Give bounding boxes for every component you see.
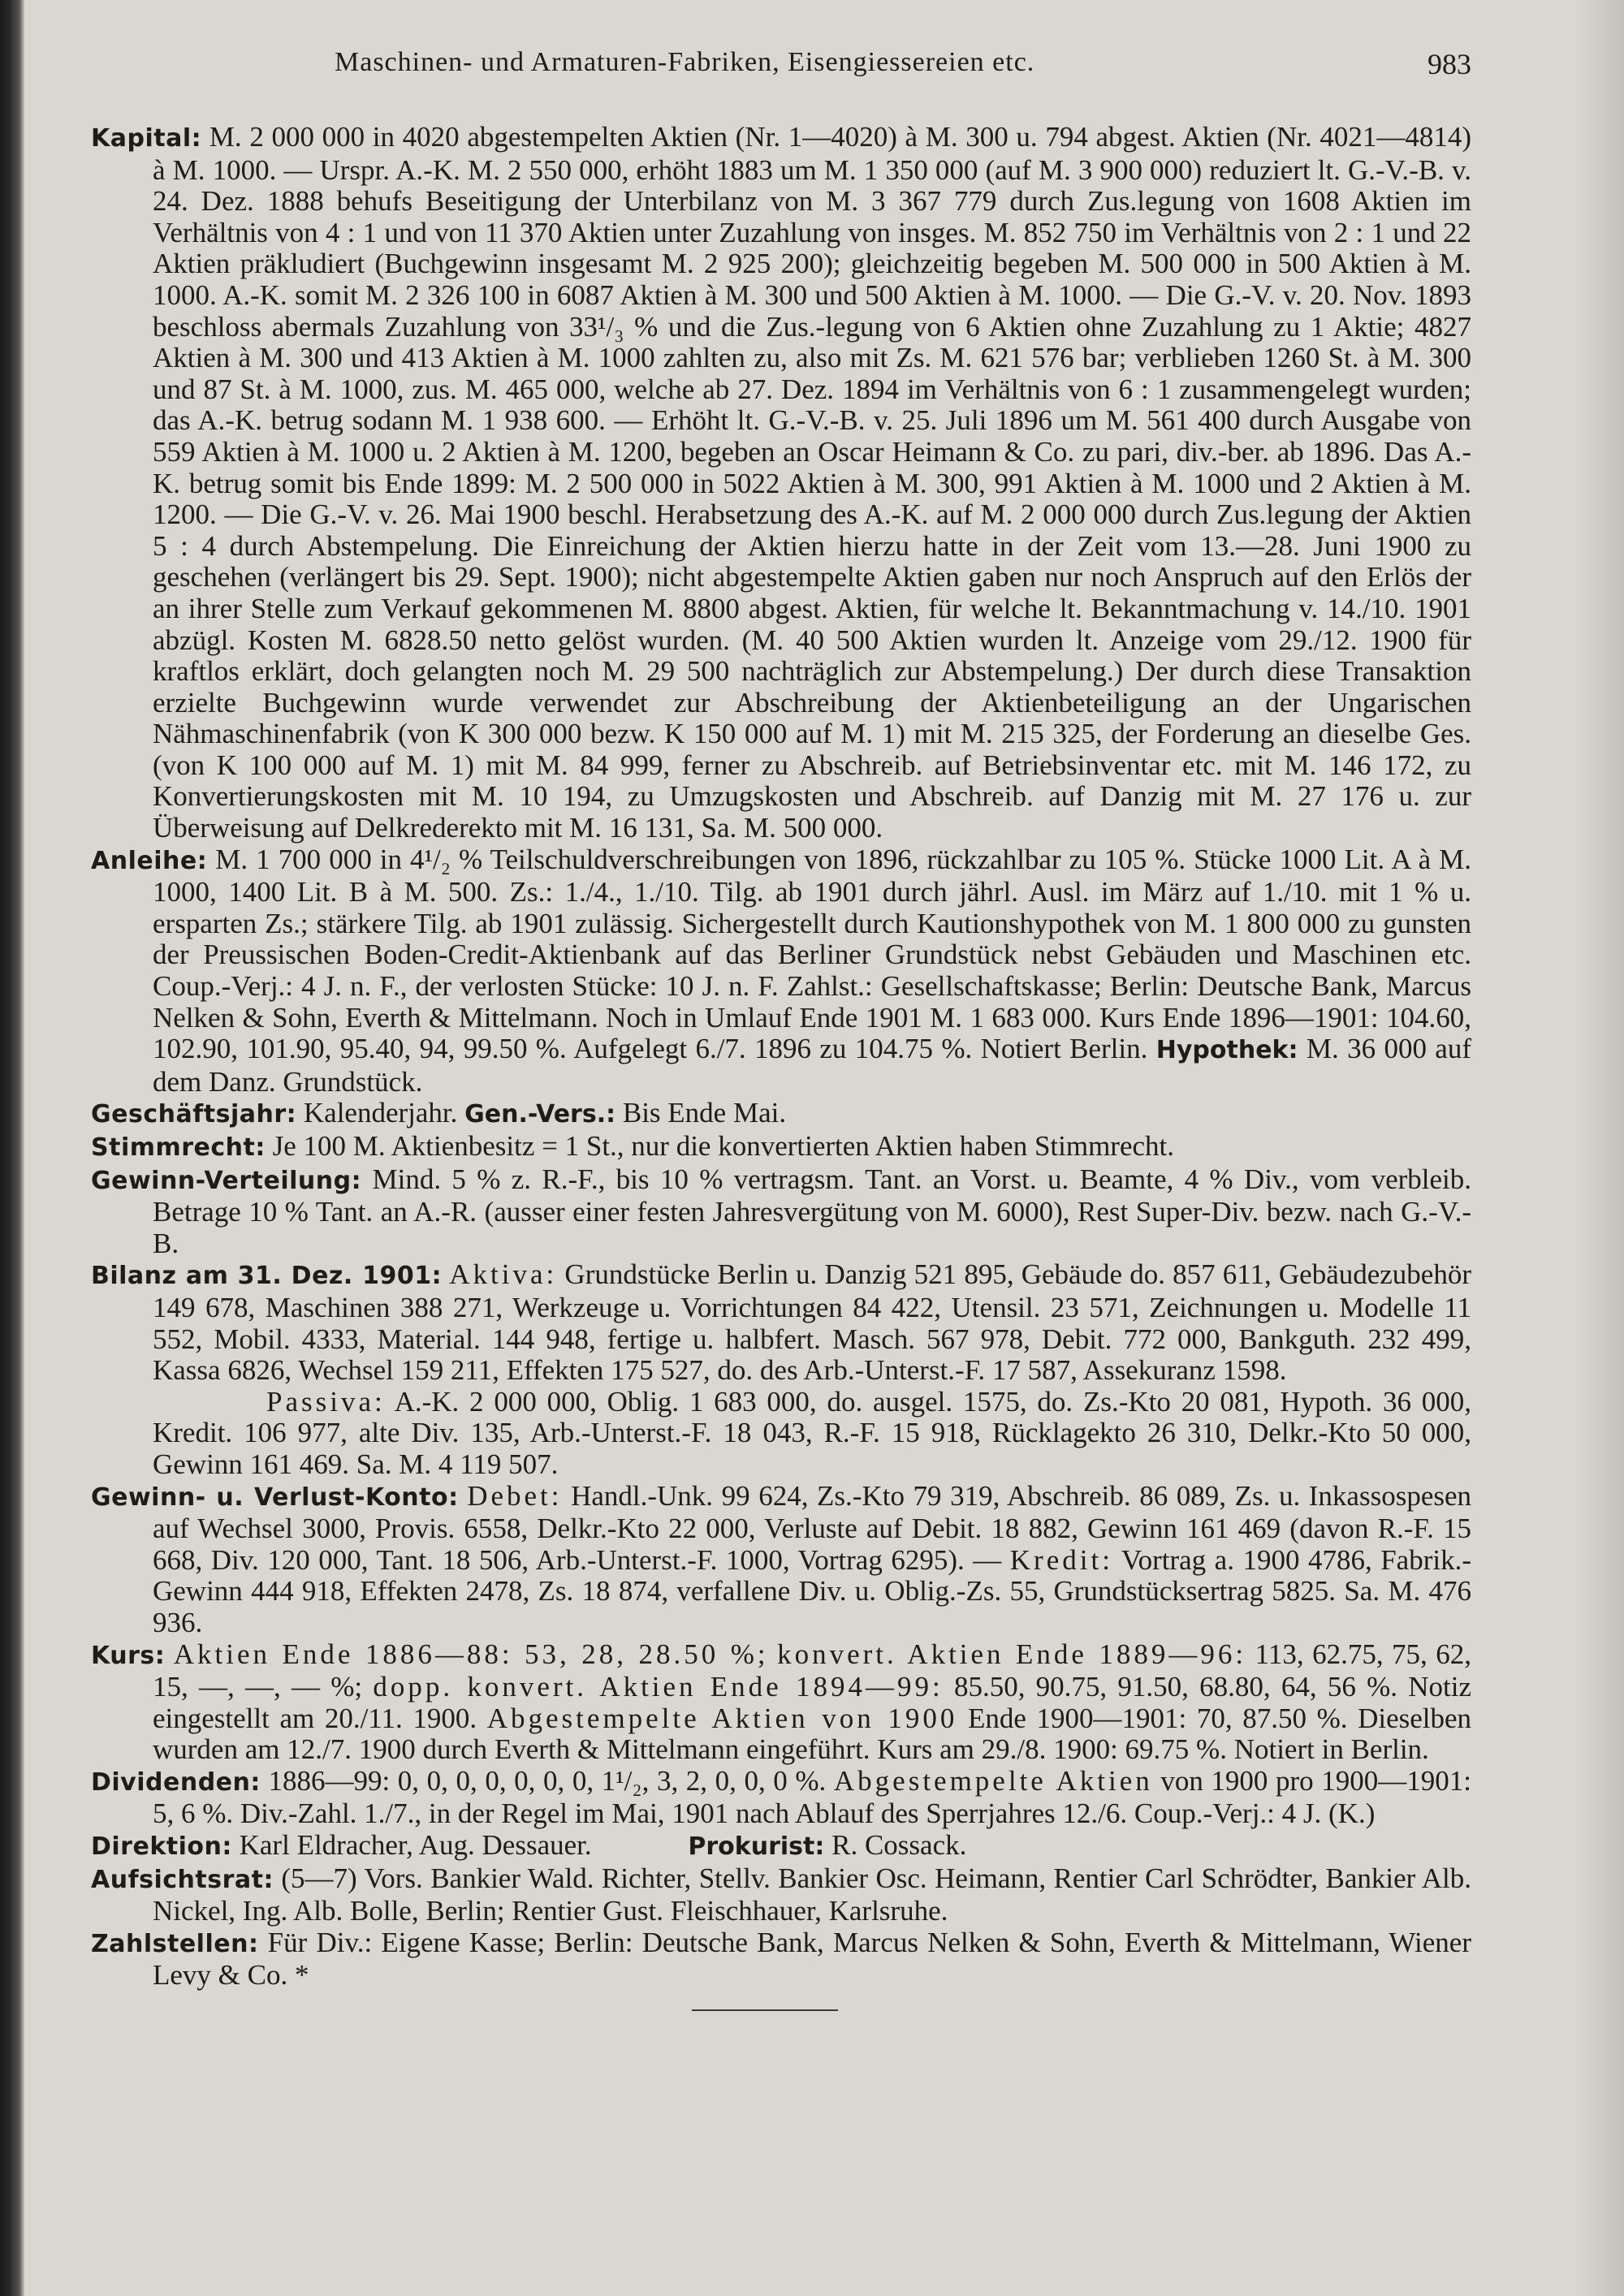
entry-anleihe [91, 844, 1471, 1098]
entry-kurs [91, 1639, 1471, 1766]
inline-label-gen-vers: Gen.-Vers.: [464, 1100, 616, 1129]
entry-bilanz [91, 1259, 1471, 1386]
entry-text: M. 36 000 auf dem Danz. Grundstück. [153, 1033, 1471, 1098]
sub-label-kredit: Kredit: [1009, 1543, 1113, 1576]
entry-label: Gewinn-Verteilung: [91, 1166, 362, 1195]
entry-label: Bilanz am 31. Dez. 1901: [91, 1262, 443, 1291]
page-header [91, 47, 1471, 88]
entry-text: 1886—99: 0, 0, 0, 0, 0, 0, 0, 1¹/₂, 3, 2, 0, 0, 0 %. [268, 1764, 827, 1797]
entry-label: Geschäftsjahr: [91, 1100, 297, 1129]
entry-text: Aktien Ende 1886—88: 53, 28, 28.50 %; [173, 1638, 769, 1670]
entry-text: Bis Ende Mai. [622, 1097, 787, 1129]
inline-label-prokurist: Prokurist: [688, 1832, 825, 1862]
entry-text: dopp. konvert. Aktien Ende 1894—99: [373, 1671, 944, 1703]
entry-label: Kapital: [91, 124, 202, 153]
entry-text: Je 100 M. Aktienbesitz = 1 St., nur die konvertierten Aktien haben Stimmrecht. [272, 1130, 1175, 1162]
entry-gewinn-verlust [91, 1481, 1471, 1639]
entry-text: Karl Eldracher, Aug. Dessauer. [239, 1829, 592, 1862]
entry-stimmrecht [91, 1131, 1471, 1164]
entry-label: Stimmrecht: [91, 1133, 266, 1162]
entry-text: Vortrag a. 1900 4786, Fabrik.-Gewinn 444 918, Effekten 2478, Zs. 18 874, verfallene Div. u. Oblig.-Zs. 55, Grundstücksertrag 5825. Sa. M. 476 936. [153, 1543, 1472, 1638]
document-body [91, 122, 1471, 2011]
closing-rule [692, 2009, 838, 2011]
entry-text: Mind. 5 % z. R.-F., bis 10 % vertragsm. Tant. an Vorst. u. Beamte, 4 % Div., vom verbleib. Betrage 10 % Tant. an A.-R. (ausser einer festen Jahresvergütung von M. 6000), Rest Super-Div. bezw. nach G.-V.-B. [153, 1163, 1472, 1259]
entry-direktion [91, 1830, 1471, 1863]
sub-label-debet: Debet: [467, 1479, 563, 1512]
entry-text: M. 1 700 000 in 4¹/₂ % Teilschuldverschreibungen von 1896, rückzahlbar zu 105 %. Stücke 1000 Lit. A à M. 1000, 1400 Lit. B à M. 500. Zs.: 1./4., 1./10. Tilg. ab 1901 durch jährl. Ausl. im März auf 1./10. mit 1 % u. ersparten Zs.; stärkere Tilg. ab 1901 zulässig. Sichergestellt durch Kautionshypothek von M. 1 800 000 zu gunsten der Preussischen Boden-Credit-Aktienbank auf das Berliner Grundstück nebst Gebäuden und Maschinen etc. Coup.-Verj.: 4 J. n. F., der verlosten Stücke: 10 J. n. F. Zahlst.: Gesellschaftskasse; Berlin: Deutsche Bank, Marcus Nelken & Sohn, Everth & Mittelmann. Noch in Umlauf Ende 1901 M. 1 683 000. Kurs Ende 1896—1901: 104.60, 102.90, 101.90, 95.40, 94, 99.50 %. Aufgelegt 6./7. 1896 zu 104.75 %. Notiert Berlin. [153, 843, 1472, 1065]
entry-text: M. 2 000 000 in 4020 abgestempelten Aktien (Nr. 1—4020) à M. 300 u. 794 abgest. Aktien (Nr. 4021—4814) à M. 1000. — Urspr. A.-K. M. 2 550 000, erhöht 1883 um M. 1 350 000 (auf M. 3 900 000) reduziert lt. G.-V.-B. v. 24. Dez. 1888 behufs Beseitigung der Unterbilanz von M. 3 367 779 durch Zus.legung von 1608 Aktien im Verhältnis von 4 : 1 und von 11 370 Aktien unter Zuzahlung von insges. M. 852 750 im Verhältnis von 2 : 1 und 22 Aktien präkludiert (Buchgewinn insgesamt M. 2 925 200); gleichzeitig begeben M. 500 000 in 500 Aktien à M. 1000. A.-K. somit M. 2 326 100 in 6087 Aktien à M. 300 und 500 Aktien à M. 1000. — Die G.-V. v. 20. Nov. 1893 beschloss abermals Zuzahlung von 33¹/₃ % und die Zus.-legung von 6 Aktien ohne Zuzahlung zu 1 Aktie; 4827 Aktien à M. 300 und 413 Aktien à M. 1000 zahlten zu, also mit Zs. M. 621 576 bar; verblieben 1260 St. à M. 300 und 87 St. à M. 1000, zus. M. 465 000, welche ab 27. Dez. 1894 im Verhältnis von 6 : 1 zusammengelegt wurden; das A.-K. betrug sodann M. 1 938 600. — Erhöht lt. G.-V.-B. v. 25. Juli 1896 um M. 561 400 durch Ausgabe von 559 Aktien à M. 1000 u. 2 Aktien à M. 1200, begeben an Oscar Heimann & Co. zu pari, div.-ber. ab 1896. Das A.-K. betrug somit bis Ende 1899: M. 2 500 000 in 5022 Aktien à M. 300, 991 Aktien à M. 1000 und 2 Aktien à M. 1200. — Die G.-V. v. 26. Mai 1900 beschl. Herabsetzung des A.-K. auf M. 2 000 000 durch Zus.legung der Aktien 5 : 4 durch Abstempelung. Die Einreichung der Aktien hierzu hatte in der Zeit vom 13.—28. Juni 1900 zu geschehen (verlängert bis 29. Sept. 1900); nicht abgestempelte Aktien gaben nur noch Anspruch auf den Erlös der an ihrer Stelle zum Verkauf gekommenen M. 8800 abgest. Aktien, für welche lt. Bekanntmachung v. 14./10. 1901 abzügl. Kosten M. 6828.50 netto gelöst wurden. (M. 40 500 Aktien wurden lt. Anzeige vom 29./12. 1900 für kraftlos erklärt, doch gelangten noch M. 29 500 nachträglich zur Abstempelung.) Der durch diese Transaktion erzielte Buchgewinn wurde verwendet zur Abschreibung der Aktienbeteiligung an der Ungarischen Nähmaschinenfabrik (von K 300 000 bezw. K 150 000 auf M. 1) mit M. 215 325, der Forderung an dieselbe Ges. (von K 100 000 auf M. 1) mit M. 84 999, ferner zu Abschreib. auf Betriebsinventar etc. mit M. 146 172, zu Konvertierungskosten mit M. 10 194, zu Umzugskosten und Abschreib. auf Danzig mit M. 27 176 u. zur Überweisung auf Delkrederekto mit M. 16 131, Sa. M. 500 000. [153, 121, 1472, 844]
entry-text: R. Cossack. [831, 1829, 967, 1862]
entry-label: Direktion: [91, 1832, 232, 1862]
entry-text: Abgestempelte Aktien von 1900 [486, 1702, 958, 1734]
entry-aufsichtsrat [91, 1863, 1471, 1927]
sub-label-aktiva: Aktiva: [449, 1258, 558, 1291]
entry-text: A.-K. 2 000 000, Oblig. 1 683 000, do. ausgel. 1575, do. Zs.-Kto 20 081, Hypoth. 36 000, Kredit. 106 977, alte Div. 135, Arb.-Unterst.-F. 18 043, R.-F. 15 918, Rücklagekto 26 310, Delkr.-Kto 50 000, Gewinn 161 469. Sa. M. 4 119 507. [153, 1385, 1471, 1480]
entry-zahlstellen [91, 1927, 1471, 1992]
entry-dividenden [91, 1766, 1471, 1830]
entry-label: Aufsichtsrat: [91, 1865, 274, 1894]
entry-text: 85.50, 90.75, 91.50, 68.80, 64, 56 %. Notiz eingestellt am 20./11. 1900. [153, 1671, 1472, 1734]
entry-text: Handl.-Unk. 99 624, Zs.-Kto 79 319, Abschreib. 86 089, Zs. u. Inkassospesen auf Wechsel 3000, Provis. 6558, Delkr.-Kto 22 000, Verluste auf Debit. 18 882, Gewinn 161 469 (davon R.-F. 15 668, Div. 120 000, Tant. 18 506, Arb.-Unterst.-F. 1000, Vortrag 6295). — [153, 1479, 1472, 1576]
entry-label: Dividenden: [91, 1767, 261, 1797]
entry-text: Abgestempelte Aktien [833, 1764, 1153, 1797]
scan-binding-edge [0, 0, 24, 2296]
entry-gewinn-verteilung [91, 1164, 1471, 1260]
entry-text: (5—7) Vors. Bankier Wald. Richter, Stellv. Bankier Osc. Heimann, Rentier Carl Schrödter, Bankier Alb. Nickel, Ing. Alb. Bolle, Berlin; Rentier Gust. Fleischhauer, Karlsruhe. [153, 1862, 1471, 1927]
document-page [91, 0, 1471, 2296]
entry-text: Für Div.: Eigene Kasse; Berlin: Deutsche Bank, Marcus Nelken & Sohn, Everth & Mittelmann, Wiener Levy & Co. [153, 1926, 1472, 1992]
entry-label: Kurs: [91, 1641, 166, 1670]
entry-text: Ende 1900—1901: 70, 87.50 %. Dieselben wurden am 12./7. 1900 durch Everth & Mittelmann eingeführt. Kurs am 29./8. 1900: 69.75 %. Notiert in Berlin. [153, 1702, 1472, 1766]
entry-label: Anleihe: [91, 846, 208, 875]
entry-label: Zahlstellen: [91, 1929, 259, 1958]
entry-label: Gewinn- u. Verlust-Konto: [91, 1482, 459, 1512]
scan-page-shadow [1575, 0, 1624, 2296]
entry-text: Kalenderjahr. [303, 1097, 458, 1129]
entry-text: 113, 62.75, 75, 62, 15, —, —, — %; [153, 1638, 1472, 1703]
entry-kapital [91, 122, 1471, 844]
page-number: 983 [1427, 48, 1471, 80]
running-head: Maschinen- und Armaturen-Fabriken, Eisengiessereien etc. [335, 47, 1035, 77]
entry-geschaeftsjahr [91, 1098, 1471, 1131]
entry-text: Grundstücke Berlin u. Danzig 521 895, Gebäude do. 857 611, Gebäudezubehör 149 678, Maschinen 388 271, Werkzeuge u. Vorrichtungen 84 422, Utensil. 23 571, Zeichnungen u. Modelle 11 552, Mobil. 4333, Material. 144 948, fertige u. halbfert. Masch. 567 978, Debit. 772 000, Bankguth. 232 499, Kassa 6826, Wechsel 159 211, Effekten 175 527, do. des Arb.-Unterst.-F. 17 587, Assekuranz 1598. [153, 1258, 1471, 1387]
entry-text: konvert. Aktien Ende 1889—96: [777, 1638, 1247, 1670]
entry-text: von 1900 pro 1900—1901: 5, 6 %. Div.-Zahl. 1./7., in der Regel im Mai, 1901 nach Ablauf des Sperrjahres 12./6. Coup.-Verj.: 4 J. (K.) [153, 1764, 1471, 1830]
inline-label-hypothek: Hypothek: [1155, 1036, 1298, 1065]
entry-bilanz-passiva [91, 1387, 1471, 1481]
sub-label-passiva: Passiva: [266, 1385, 386, 1418]
footnote-mark: * [294, 1959, 309, 1992]
